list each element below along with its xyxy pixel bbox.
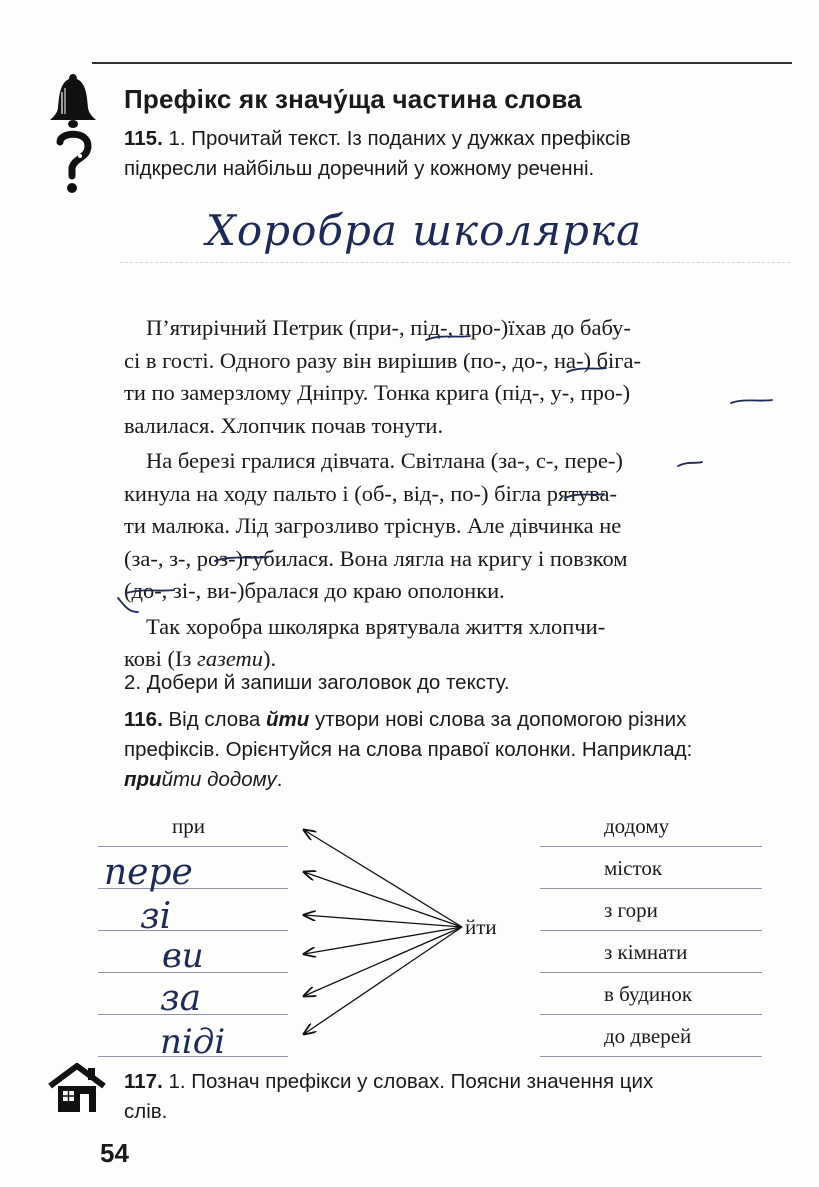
task-116-word: йти — [265, 708, 310, 731]
task-117-number: 117. — [124, 1070, 163, 1093]
example-end: . — [276, 768, 283, 791]
section-title: Префікс як значу́ща частина слова — [124, 84, 582, 114]
task-117-instruction — [124, 1067, 653, 1097]
task-115-instruction-cont: підкресли найбільш доречний у кожному реченні. — [124, 157, 595, 180]
right-entry: в будинок — [604, 982, 693, 1006]
right-entry: з гори — [604, 898, 658, 922]
left-entry-handwritten: за — [160, 978, 202, 1019]
example-prefix: при — [124, 768, 162, 791]
task-117-line2: слів. — [124, 1100, 168, 1123]
right-line — [540, 888, 762, 889]
left-entry-handwritten: піді — [160, 1022, 226, 1062]
right-line — [540, 1056, 762, 1057]
story-line: Так хоробра школярка врятувала життя хлопчи- — [146, 613, 606, 639]
task-116-text-a: Від слова — [162, 708, 266, 731]
right-line — [540, 1014, 762, 1015]
task-115-number: 115. — [124, 127, 163, 150]
right-entry: до дверей — [604, 1024, 692, 1048]
story-line: валилася. Хлопчик почав тонути. — [124, 412, 444, 438]
story-last-start: кові (Із — [124, 646, 198, 671]
story-line: П’ятирічний Петрик (при-, під-, про-)їхав до бабу- — [146, 315, 631, 340]
left-entry-handwritten: ви — [162, 936, 204, 976]
source-italic: газети — [197, 646, 264, 671]
task-116-line2: префіксів. Орієнтуйся на слова правої колонки. Наприклад: — [124, 738, 693, 761]
page-number: 54 — [100, 1138, 129, 1168]
story-line: сі в гості. Одного разу він вирішив (по-, до-, на-) біга- — [124, 347, 642, 373]
story-line: (за-, з-, роз-)губилася. Вона лягла на кригу і повзком — [124, 545, 628, 571]
task-116-text-b: утвори нові слова за допомогою різних — [309, 708, 687, 731]
story-last-end: ). — [263, 646, 277, 671]
example-rest: йти додому — [161, 768, 277, 791]
house-icon — [48, 1062, 106, 1114]
handwritten-title: Хоробра школярка — [206, 206, 642, 255]
story-line: ти по замерзлому Дніпру. Тонка крига (під-, у-, про-) — [124, 380, 631, 405]
task-115-text: 1. Прочитай текст. Із поданих у дужках префіксів — [168, 127, 631, 150]
task-115-part2: 2. Добери й запиши заголовок до тексту. — [124, 671, 510, 694]
right-entry: з кімнати — [604, 940, 688, 964]
right-entry: місток — [604, 856, 663, 880]
center-word: йти — [465, 915, 497, 939]
left-entry-handwritten: пере — [104, 852, 193, 893]
left-entry-printed: при — [172, 814, 205, 838]
story-line: ти малюка. Лід загрозливо тріснув. Але дівчинка не — [124, 513, 622, 538]
right-line — [540, 846, 762, 847]
right-line — [540, 972, 762, 973]
left-entry-handwritten: зі — [140, 896, 172, 937]
task-116-number: 116. — [124, 708, 163, 731]
right-line — [540, 930, 762, 931]
story-line: кинула на ходу пальто і (об-, від-, по-) бігла рятува- — [124, 480, 617, 506]
task-117-text: 1. Познач префікси у словах. Поясни значення цих — [162, 1070, 654, 1093]
story-line: На березі гралися дівчата. Світлана (за-, с-, пере-) — [146, 448, 623, 473]
right-entry: додому — [604, 814, 670, 838]
story-line: (до-, зі-, ви-)бралася до краю ополонки. — [124, 578, 505, 603]
